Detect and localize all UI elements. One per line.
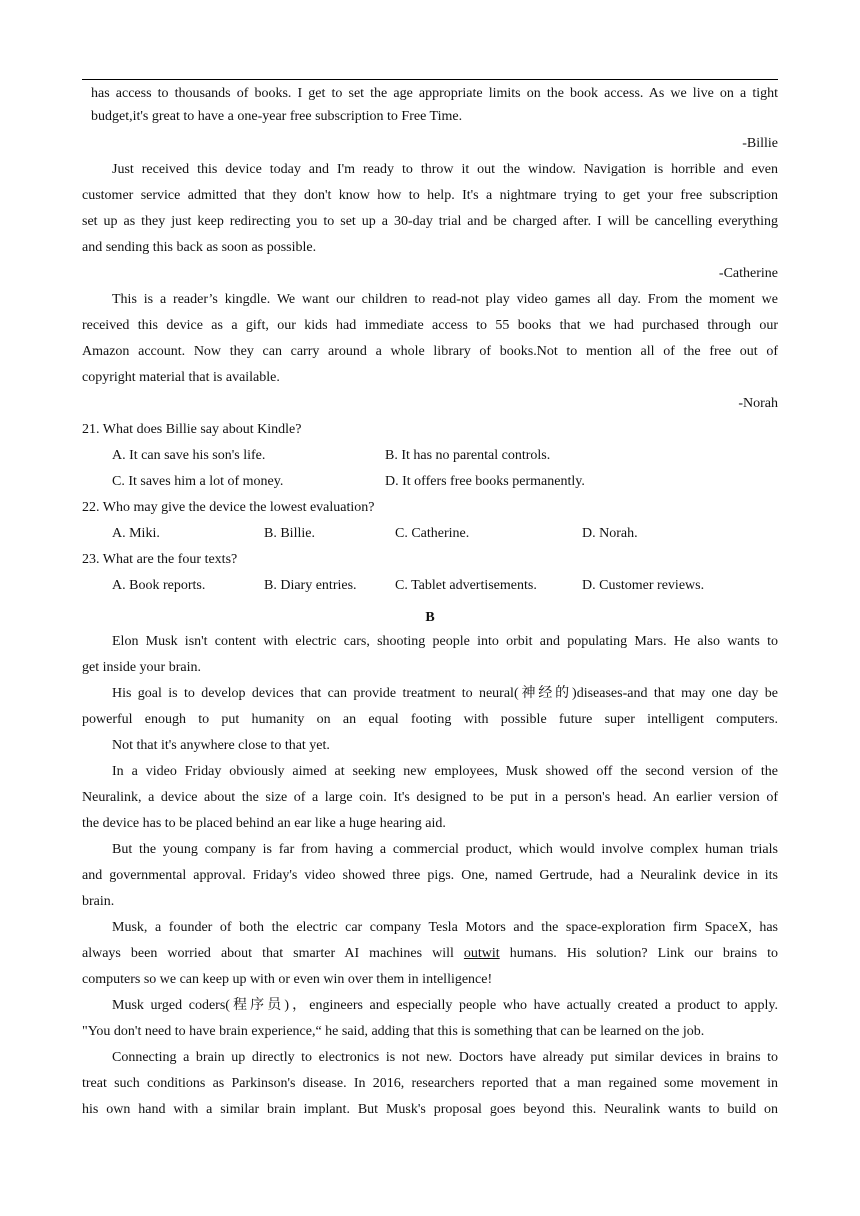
- passage-line: computers so we can keep up with or even win over them in intelligence!: [82, 972, 493, 987]
- passage-line: His goal is to develop devices that can provide treatment to neural(神经的)diseases-and that may one day be: [112, 686, 778, 701]
- review-catherine-line: set up as they just keep redirecting you to set up a 30-day trial and be charged after. I will be cancelling everything: [82, 214, 778, 229]
- question-21-stem: 21. What does Billie say about Kindle?: [82, 422, 302, 437]
- passage-line: In a video Friday obviously aimed at seeking new employees, Musk showed off the second version of the: [112, 764, 778, 779]
- review-billie-line-1: has access to thousands of books. I get to set the age appropriate limits on the book access. As we live on a tight: [91, 86, 778, 101]
- question-21-option-c[interactable]: C. It saves him a lot of money.: [112, 474, 284, 489]
- signature-billie: -Billie: [742, 136, 778, 151]
- passage-line: the device has to be placed behind an ear like a huge hearing aid.: [82, 816, 446, 831]
- review-norah-line: Amazon account. Now they can carry around a whole library of books.Not to mention all of the free out of: [82, 344, 778, 359]
- passage-text: always been worried about that smarter AI machines will: [82, 946, 464, 961]
- passage-line: brain.: [82, 894, 115, 909]
- question-23-stem: 23. What are the four texts?: [82, 552, 238, 567]
- signature-catherine: -Catherine: [718, 266, 778, 281]
- passage-line: powerful enough to put humanity on an equal footing with possible future super intelligent computers.: [82, 712, 778, 727]
- passage-text: humans. His solution? Link our brains to: [499, 946, 778, 961]
- review-norah-line: copyright material that is available.: [82, 370, 280, 385]
- passage-line: Connecting a brain up directly to electronics is not new. Doctors have already put similar devices in brains to: [112, 1050, 778, 1065]
- review-catherine-line: customer service admitted that they don't know how to help. It's a nightmare trying to get your free subscription: [82, 188, 778, 203]
- review-norah-line: received this device as a gift, our kids had immediate access to 55 books that we had purchased through our: [82, 318, 778, 333]
- question-22-option-a[interactable]: A. Miki.: [112, 526, 160, 541]
- question-22-option-d[interactable]: D. Norah.: [582, 526, 638, 541]
- question-23-option-c[interactable]: C. Tablet advertisements.: [395, 578, 537, 593]
- question-22-stem: 22. Who may give the device the lowest evaluation?: [82, 500, 375, 515]
- question-21-option-a[interactable]: A. It can save his son's life.: [112, 448, 266, 463]
- passage-line: Not that it's anywhere close to that yet.: [112, 738, 330, 753]
- underlined-word-outwit: outwit: [463, 946, 500, 961]
- passage-line: treat such conditions as Parkinson's disease. In 2016, researchers reported that a man regained some movement in: [82, 1076, 778, 1091]
- passage-line: Musk urged coders(程序员)，engineers and especially people who have actually created a product to apply.: [112, 998, 778, 1013]
- review-catherine-line: and sending this back as soon as possible.: [82, 240, 317, 255]
- review-billie-line-2: budget,it's great to have a one-year free subscription to Free Time.: [91, 109, 463, 124]
- review-norah-line: This is a reader’s kingdle. We want our children to read-not play video games all day. From the moment we: [112, 292, 778, 307]
- section-b-heading: B: [425, 610, 435, 625]
- signature-norah: -Norah: [738, 396, 778, 411]
- question-21-option-b[interactable]: B. It has no parental controls.: [385, 448, 551, 463]
- question-21-option-d[interactable]: D. It offers free books permanently.: [385, 474, 585, 489]
- passage-line: Neuralink, a device about the size of a large coin. It's designed to be put in a person's head. An earlier version of: [82, 790, 778, 805]
- passage-line: Elon Musk isn't content with electric cars, shooting people into orbit and populating Mars. He also wants to: [112, 634, 778, 649]
- passage-line: get inside your brain.: [82, 660, 201, 675]
- question-23-option-d[interactable]: D. Customer reviews.: [582, 578, 705, 593]
- question-22-option-c[interactable]: C. Catherine.: [395, 526, 470, 541]
- passage-line: "You don't need to have brain experience,“ he said, adding that this is something that can be learned on the job.: [82, 1024, 705, 1039]
- passage-line: and governmental approval. Friday's video showed three pigs. One, named Gertrude, had a Neuralink device in its: [82, 868, 778, 883]
- passage-line: his own hand with a similar brain implant. But Musk's proposal goes beyond this. Neuralink wants to build on: [82, 1102, 778, 1117]
- question-23-option-b[interactable]: B. Diary entries.: [264, 578, 357, 593]
- header-rule: [82, 79, 778, 80]
- question-23-option-a[interactable]: A. Book reports.: [112, 578, 206, 593]
- review-catherine-line: Just received this device today and I'm ready to throw it out the window. Navigation is horrible and even: [112, 162, 778, 177]
- passage-line: Musk, a founder of both the electric car company Tesla Motors and the space-exploration firm SpaceX, has: [112, 920, 778, 935]
- passage-line: But the young company is far from having a commercial product, which would involve complex human trials: [112, 842, 778, 857]
- question-22-option-b[interactable]: B. Billie.: [264, 526, 315, 541]
- passage-line: [82, 945, 778, 963]
